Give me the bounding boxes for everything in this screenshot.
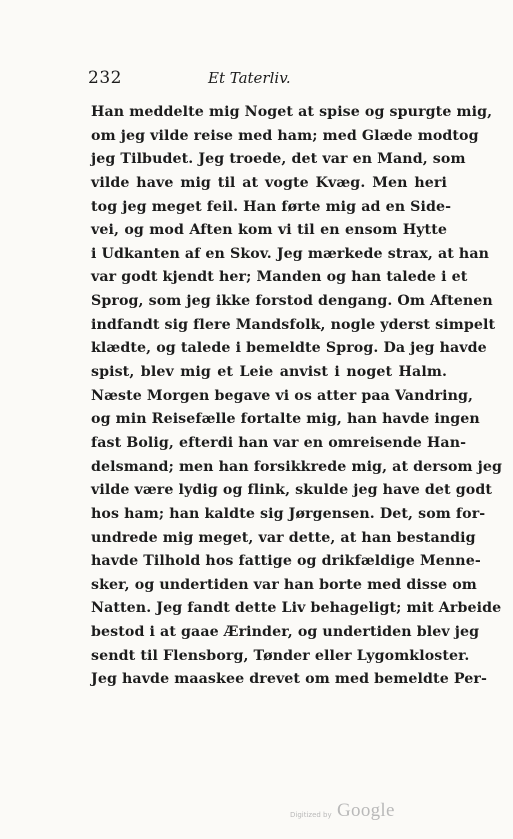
text-line: undrede mig meget, var dette, at han bestandig: [91, 529, 476, 546]
text-line: hos ham; han kaldte sig Jørgensen. Det, som for-: [91, 505, 486, 522]
google-logo: Google: [337, 800, 395, 821]
text-line: Han meddelte mig Noget at spise og spurgte mig,: [91, 104, 493, 120]
text-line: vilde være lydig og flink, skulde jeg have det godt: [91, 482, 492, 499]
text-line: fast Bolig, efterdi han var en omreisende Han-: [91, 434, 467, 451]
body-text: [91, 101, 503, 692]
text-line: delsmand; men han forsikkrede mig, at dersom jeg: [91, 458, 503, 475]
text-line: sendt til Flensborg, Tønder eller Lygomkloster.: [91, 647, 470, 664]
text-line: Næste Morgen begave vi os atter paa Vandring,: [91, 387, 474, 404]
text-line: vilde have mig til at vogte Kvæg. Men heri: [91, 174, 447, 191]
text-line: Natten. Jeg fandt dette Liv behageligt; mit Arbeide: [91, 600, 502, 617]
google-watermark: [290, 800, 440, 824]
text-line: om jeg vilde reise med ham; med Glæde modtog: [91, 127, 479, 144]
running-title: Et Taterliv.: [208, 69, 291, 87]
digitized-by-label: Digitized by: [290, 811, 332, 819]
text-line: Jeg havde maaskee drevet om med bemeldte Per-: [91, 671, 487, 688]
text-line: Sprog, som jeg ikke forstod dengang. Om Aftenen: [91, 293, 493, 310]
text-line: tog jeg meget feil. Han førte mig ad en Side-: [91, 198, 452, 215]
page-header: [88, 68, 438, 90]
text-line: og min Reisefælle fortalte mig, han havde ingen: [91, 411, 480, 428]
page-number: 232: [88, 68, 122, 88]
text-line: jeg Tilbudet. Jeg troede, det var en Mand, som: [91, 151, 466, 168]
text-line: sker, og undertiden var han borte med disse om: [91, 576, 477, 593]
text-line: spist, blev mig et Leie anvist i noget Halm.: [91, 364, 447, 381]
text-line: i Udkanten af en Skov. Jeg mærkede strax, at han: [91, 245, 490, 262]
text-line: var godt kjendt her; Manden og han talede i et: [91, 269, 468, 286]
text-line: vei, og mod Aften kom vi til en ensom Hytte: [91, 222, 447, 239]
text-line: bestod i at gaae Ærinder, og undertiden blev jeg: [91, 624, 480, 641]
text-line: klædte, og talede i bemeldte Sprog. Da jeg havde: [91, 340, 487, 357]
text-line: indfandt sig flere Mandsfolk, nogle yderst simpelt: [91, 316, 496, 333]
text-line: havde Tilhold hos fattige og drikfældige Menne-: [91, 553, 481, 570]
